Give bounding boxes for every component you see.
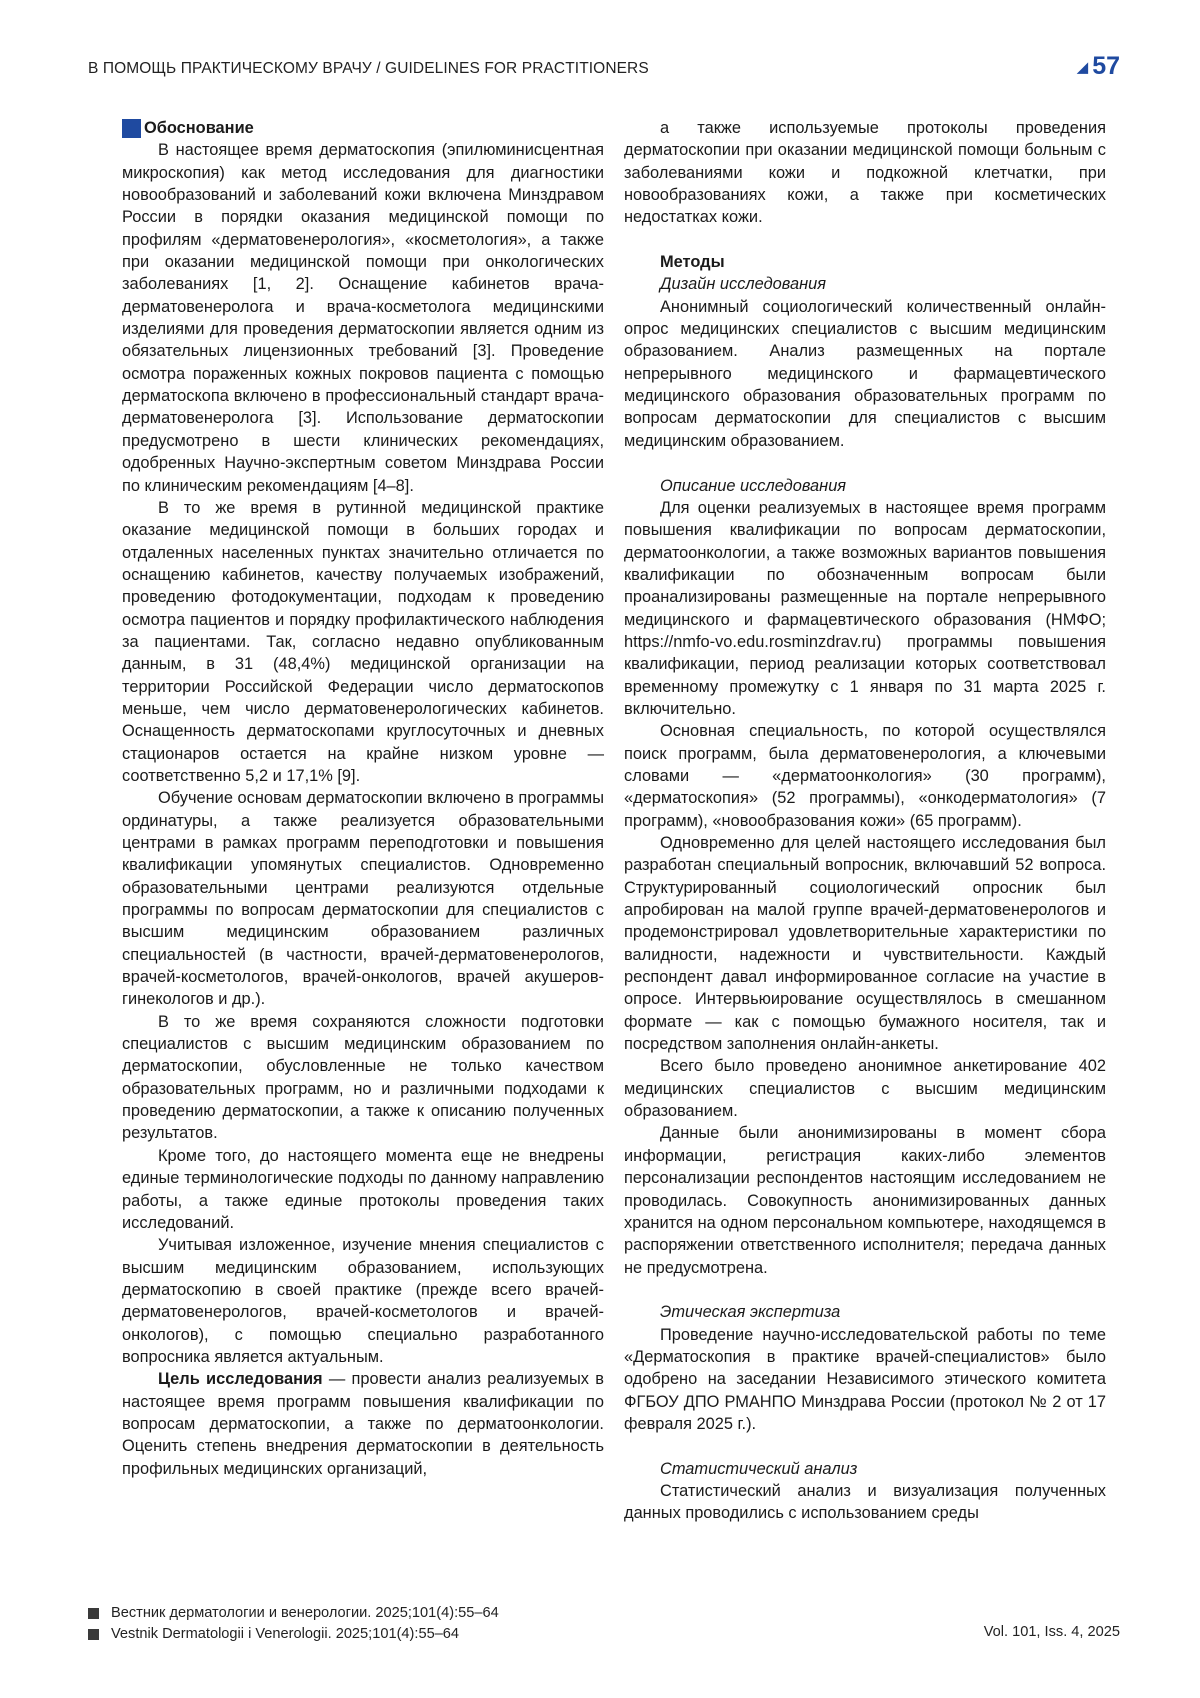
- paragraph: Кроме того, до настоящего момента еще не внедрены единые терминологические подходы по данному направлению работы, а также единые протоколы проведения таких исследований.: [122, 1146, 604, 1232]
- paragraph: Анонимный социологический количественный онлайн-опрос медицинских специалистов с высшим медицинским образованием. Анализ размещенных на портале непрерывного медицинского и фармацевтического медицинского образования образовательных программ по вопросам дерматоскопии для специалистов с высшим медицинским образованием.: [624, 297, 1106, 450]
- paragraph-aim: [122, 1368, 604, 1480]
- paragraph: В то же время сохраняются сложности подготовки специалистов с высшим медицинским образованием по дерматоскопии, обусловленные не только качеством образовательных программ, но и различными подходами к проведению дерматоскопии, а также к описанию полученных результатов.: [122, 1012, 604, 1143]
- volume-issue: Vol. 101, Iss. 4, 2025: [983, 1624, 1120, 1640]
- paragraph: Данные были анонимизированы в момент сбора информации, регистрация каких-либо элементов персонализации респондентов настоящим исследованием не проводилась. Совокупность анонимизированных данных хранится на одном персональном компьютере, находящемся в распоряжении ответственного исполнителя; передача данных не предусмотрена.: [624, 1124, 1106, 1277]
- paragraph: Учитывая изложенное, изучение мнения специалистов с высшим медицинским образованием, использующих дерматоскопию в своей практике (прежде всего врачей-дерматовенерологов, врачей-косметологов и врачей-онкологов), с помощью специально разработанного вопросника является актуальным.: [122, 1236, 604, 1366]
- bullet-square-icon: [88, 1629, 99, 1640]
- right-column: [624, 117, 1106, 1525]
- section-heading-methods: Методы: [660, 253, 725, 272]
- subheading-ethics: Этическая экспертиза: [660, 1303, 841, 1322]
- aim-text: — провести анализ реализуемых в настоящее время программ повышения квалификации по вопросам дерматоскопии, а также по дерматоонкологии. Оценить степень внедрения дерматоскопии в деятельность профильных медицинских организаций,: [122, 1370, 604, 1478]
- citation-ru: Вестник дерматологии и венерологии. 2025;101(4):55–64: [111, 1605, 499, 1621]
- paragraph-continued: а также используемые протоколы проведения дерматоскопии при оказании медицинской помощи больным с заболеваниями кожи и подкожной клетчатки, при новообразованиях кожи, а также при косметических недостатках кожи.: [624, 119, 1106, 227]
- paragraph: Обучение основам дерматоскопии включено в программы ординатуры, а также реализуется образовательными центрами в рамках программ переподготовки и повышения квалификации упомянутых специалистов. Одновременно образовательными центрами реализуются отдельные программы по вопросам дерматоскопии для специалистов с высшим медицинским образованием различных специальностей (в частности, врачей-дерматовенерологов, врачей-косметологов, врачей-онкологов, врачей акушеров-гинекологов и др.).: [122, 789, 604, 1009]
- bullet-square-icon: [88, 1608, 99, 1619]
- left-column: [122, 117, 604, 1480]
- triangle-marker-icon: ◢: [1076, 59, 1089, 76]
- footer-citations: [88, 1603, 499, 1645]
- section-square-icon: [122, 119, 141, 138]
- page-number: 57: [1092, 52, 1120, 80]
- section-heading-label: Обоснование: [144, 119, 254, 137]
- paragraph: Основная специальность, по которой осуществлялся поиск программ, была дерматовенерология, а ключевыми словами — «дерматоонкология» (30 программ), «дерматоскопия» (52 программы), «онкодерматология» (7 программ), «новообразования кожи» (65 программ).: [624, 722, 1106, 830]
- running-title: В ПОМОЩЬ ПРАКТИЧЕСКОМУ ВРАЧУ / GUIDELINES FOR PRACTITIONERS: [88, 60, 649, 77]
- aim-lead: Цель исследования: [158, 1370, 323, 1389]
- subheading-design: Дизайн исследования: [660, 275, 826, 294]
- paragraph: Статистический анализ и визуализация полученных данных проводились с использованием среды: [624, 1481, 1106, 1523]
- subheading-statistics: Статистический анализ: [660, 1459, 858, 1478]
- paragraph: Проведение научно-исследовательской работы по теме «Дерматоскопия в практике врачей-специалистов» было одобрено на заседании Независимого этического комитета ФГБОУ ДПО РМАНПО Минздрава России (протокол № 2 от 17 февраля 2025 г.).: [624, 1325, 1106, 1433]
- section-heading-background: [122, 117, 604, 139]
- subheading-description: Описание исследования: [660, 476, 847, 495]
- paragraph: В то же время в рутинной медицинской практике оказание медицинской помощи в больших городах и отдаленных населенных пунктах значительно отличается по оснащению кабинетов, качеству получаемых изображений, проведению фотодокументации, подходам к проведению осмотра пациентов и порядку профилактического наблюдения за пациентами. Так, согласно недавно опубликованным данным, в 31 (48,4%) медицинской организации на территории Российской Федерации число дерматоскопов меньше, чем число дерматовенерологических кабинетов. Оснащенность дерматоскопами круглосуточных и дневных стационаров остается на крайне низком уровне — соответственно 5,2 и 17,1% [9].: [122, 498, 604, 785]
- citation-en: Vestnik Dermatologii i Venerologii. 2025;101(4):55–64: [111, 1626, 460, 1642]
- paragraph: Для оценки реализуемых в настоящее время программ повышения квалификации по вопросам дерматоскопии, дерматоонкологии, а также возможных вариантов повышения квалификации по обозначенным вопросам были проанализированы размещенные на портале непрерывного медицинского и фармацевтического образования (НМФО; https://nmfo-vo.edu.rosminzdrav.ru) программы повышения квалификации, период реализации которых соответствовал временному промежутку с 1 января по 31 марта 2025 г. включительно.: [624, 498, 1106, 718]
- paragraph: Одновременно для целей настоящего исследования был разработан специальный вопросник, включавший 52 вопроса. Структурированный социологический опросник был апробирован на малой группе врачей-дерматовенерологов и продемонстрировал удовлетворительные характеристики по валидности, надежности и чувствительности. Каждый респондент давал информированное согласие на участие в опросе. Интервьюирование осуществлялось в смешанном формате — как с помощью бумажного носителя, так и посредством заполнения онлайн-анкеты.: [624, 834, 1106, 1054]
- page-number-block: [1077, 52, 1120, 81]
- paragraph: В настоящее время дерматоскопия (эпилюминисцентная микроскопия) как метод исследования для диагностики новообразований и заболеваний кожи включена Минздравом России в порядки оказания медицинской помощи по профилям «дерматовенерология», «косметология», а также при оказании медицинской помощи при онкологических заболеваниях [1, 2]. Оснащение кабинетов врача-дерматовенеролога и врача-косметолога медицинскими изделиями для проведения дерматоскопии является одним из обязательных лицензионных требований [3]. Проведение осмотра пораженных кожных покровов пациента с помощью дерматоскопа включено в профессиональный стандарт врача-дерматовенеролога [3]. Использование дерматоскопии предусмотрено в шести клинических рекомендациях, одобренных Научно-экспертным советом Минздрава России по клиническим рекомендациям [4–8].: [122, 141, 604, 495]
- paragraph: Всего было проведено анонимное анкетирование 402 медицинских специалистов с высшим медицинским образованием.: [624, 1057, 1106, 1121]
